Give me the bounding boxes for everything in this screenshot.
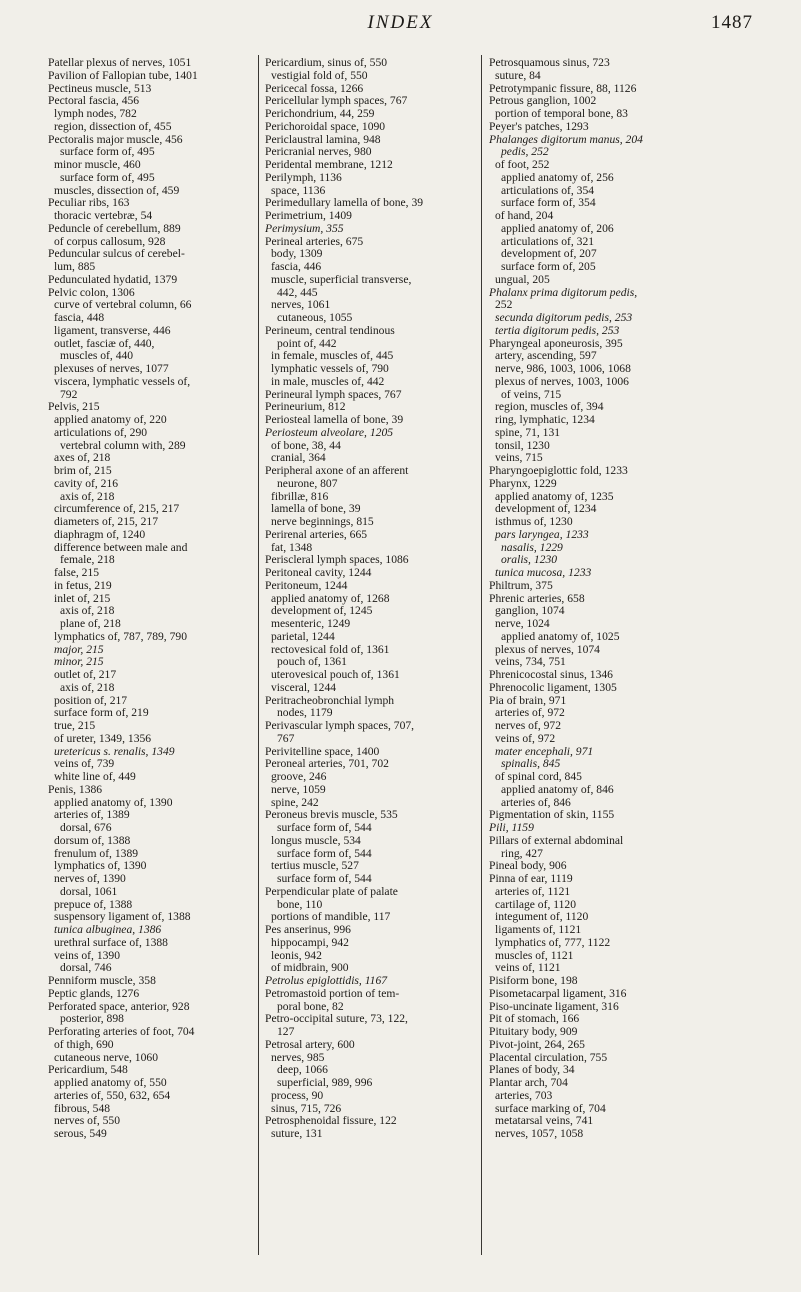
- index-entry: rectovesical fold of, 1361: [271, 642, 390, 656]
- index-entry: surface form of, 544: [277, 846, 372, 860]
- index-entry: Pectoralis major muscle, 456: [48, 132, 183, 146]
- index-entry: of bone, 38, 44: [271, 438, 341, 452]
- index-entry: plexus of nerves, 1003, 1006: [495, 374, 629, 388]
- index-column-3: [489, 57, 724, 1141]
- index-entry: axis of, 218: [60, 680, 115, 694]
- index-entry: ganglion, 1074: [495, 604, 565, 618]
- index-entry: outlet, fasciæ of, 440,: [54, 336, 155, 350]
- index-entry: Piso-uncinate ligament, 316: [489, 999, 619, 1013]
- index-entry: tertia digitorum pedis, 253: [495, 323, 620, 337]
- index-entry: Petrosphenoidal fissure, 122: [265, 1114, 397, 1128]
- index-entry: ungual, 205: [495, 272, 550, 286]
- index-entry: Petromastoid portion of tem-: [265, 986, 400, 1000]
- index-entry: tonsil, 1230: [495, 438, 550, 452]
- index-entry: 792: [60, 387, 78, 401]
- index-entry: oralis, 1230: [501, 553, 558, 567]
- index-entry: white line of, 449: [54, 770, 136, 783]
- index-entry: Pia of brain, 971: [489, 693, 567, 707]
- index-entry: Peculiar ribs, 163: [48, 196, 130, 210]
- index-entry: arteries of, 972: [495, 706, 565, 720]
- index-entry: portions of mandible, 117: [271, 910, 391, 924]
- running-title: INDEX: [367, 12, 434, 33]
- index-entry: articulations of, 321: [501, 234, 595, 248]
- index-entry: axes of, 218: [54, 451, 111, 465]
- index-entry: fascia, 446: [271, 260, 322, 273]
- index-entry: Peritoneal cavity, 1244: [265, 566, 372, 579]
- index-entry: outlet of, 217: [54, 668, 117, 681]
- index-entry: Perineal arteries, 675: [265, 234, 364, 248]
- index-entry: cutaneous nerve, 1060: [54, 1050, 158, 1064]
- index-entry: Perpendicular plate of palate: [265, 884, 398, 898]
- index-entry: curve of vertebral column, 66: [54, 298, 192, 312]
- index-entry: Perineurium, 812: [265, 400, 346, 414]
- index-entry: Perirenal arteries, 665: [265, 527, 368, 541]
- index-entry: spinalis, 845: [501, 757, 561, 771]
- index-entry: Pes anserinus, 996: [265, 923, 351, 936]
- index-entry: diaphragm of, 1240: [54, 527, 146, 541]
- index-entry: muscle, superficial transverse,: [271, 272, 412, 286]
- index-entry: Phalanges digitorum manus, 204: [489, 132, 643, 146]
- index-entry: Periscleral lymph spaces, 1086: [265, 553, 409, 567]
- index-entry: Pectineus muscle, 513: [48, 81, 152, 95]
- index-entry: Pericecal fossa, 1266: [265, 81, 364, 95]
- index-entry: thoracic vertebræ, 54: [54, 209, 153, 222]
- index-entry: applied anatomy of, 206: [501, 221, 614, 235]
- index-entry: visceral, 1244: [271, 680, 337, 694]
- index-entry: Phalanx prima digitorum pedis,: [489, 285, 638, 299]
- index-entry: position of, 217: [54, 693, 128, 707]
- index-entry: applied anatomy of, 550: [54, 1076, 167, 1089]
- index-entry: Penniform muscle, 358: [48, 974, 156, 987]
- index-entry: Pectoral fascia, 456: [48, 94, 140, 108]
- index-entry: Pili, 1159: [489, 821, 534, 834]
- index-entry: veins of, 739: [54, 757, 115, 771]
- index-entry: muscles of, 440: [60, 349, 134, 363]
- index-entry: nerves, 985: [271, 1050, 325, 1064]
- index-entry: dorsal, 1061: [60, 884, 118, 898]
- index-entry: axis of, 218: [60, 489, 115, 503]
- index-entry: nerves of, 1390: [54, 872, 126, 885]
- index-entry: major, 215: [54, 642, 104, 656]
- index-entry: 767: [277, 731, 295, 745]
- index-entry: articulations of, 354: [501, 183, 595, 197]
- index-entry: arteries of, 846: [501, 795, 571, 809]
- index-entry: groove, 246: [271, 770, 327, 783]
- index-entry: vertebral column with, 289: [60, 438, 186, 452]
- page-header: [0, 10, 801, 40]
- index-entry: muscles, dissection of, 459: [54, 183, 180, 197]
- index-entry: leonis, 942: [271, 948, 322, 962]
- index-entry: lymphatic vessels of, 790: [271, 362, 389, 375]
- index-entry: Pit of stomach, 166: [489, 1012, 580, 1026]
- index-entry: suture, 131: [271, 1127, 323, 1140]
- index-entry: Pillars of external abdominal: [489, 833, 624, 847]
- index-entry: difference between male and: [54, 540, 188, 554]
- index-entry: nodes, 1179: [277, 706, 333, 720]
- index-entry: serous, 549: [54, 1127, 107, 1140]
- index-entry: female, 218: [60, 553, 115, 567]
- index-entry: of ureter, 1349, 1356: [54, 731, 152, 745]
- index-entry: region, muscles of, 394: [495, 400, 604, 414]
- index-entry: ring, 427: [501, 846, 543, 860]
- index-entry: Peridental membrane, 1212: [265, 158, 393, 171]
- index-entry: frenulum of, 1389: [54, 846, 139, 860]
- index-entry: circumference of, 215, 217: [54, 502, 180, 516]
- index-entry: bone, 110: [277, 897, 323, 911]
- index-entry: Pericardium, sinus of, 550: [265, 56, 388, 69]
- index-entry: Perivascular lymph spaces, 707,: [265, 719, 415, 732]
- index-entry: Peritoneum, 1244: [265, 578, 348, 592]
- index-entry: surface form of, 544: [277, 872, 372, 885]
- index-entry: Phrenic arteries, 658: [489, 591, 585, 605]
- index-entry: Peduncle of cerebellum, 889: [48, 221, 181, 235]
- index-entry: false, 215: [54, 566, 100, 579]
- index-entry: articulations of, 290: [54, 425, 148, 439]
- index-entry: of thigh, 690: [54, 1037, 114, 1051]
- index-entry: in female, muscles of, 445: [271, 349, 394, 363]
- index-entry: veins, 715: [495, 451, 543, 465]
- index-entry: applied anatomy of, 220: [54, 413, 167, 426]
- index-entry: nerves of, 550: [54, 1114, 121, 1128]
- index-entry: nerves, 1061: [271, 298, 331, 312]
- index-entry: applied anatomy of, 1235: [495, 489, 614, 503]
- index-entry: Perichondrium, 44, 259: [265, 107, 375, 120]
- index-entry: suture, 84: [495, 68, 541, 82]
- index-entry: of midbrain, 900: [271, 961, 349, 975]
- index-entry: Peduncular sulcus of cerebel-: [48, 247, 185, 261]
- index-entry: Pericellular lymph spaces, 767: [265, 94, 408, 108]
- index-entry: Pharynx, 1229: [489, 476, 557, 490]
- index-entry: Petrosquamous sinus, 723: [489, 56, 610, 69]
- index-entry: uterovesical pouch of, 1361: [271, 668, 400, 681]
- index-entry: of corpus callosum, 928: [54, 234, 166, 248]
- index-entry: lymphatics of, 787, 789, 790: [54, 629, 187, 643]
- index-entry: in male, muscles of, 442: [271, 374, 385, 388]
- index-entry: mesenteric, 1249: [271, 617, 351, 630]
- index-entry: plane of, 218: [60, 617, 121, 630]
- index-entry: Pharyngoepiglottic fold, 1233: [489, 464, 628, 477]
- index-entry: Perforated space, anterior, 928: [48, 999, 190, 1013]
- index-entry: of spinal cord, 845: [495, 770, 582, 783]
- index-entry: tunica mucosa, 1233: [495, 566, 592, 579]
- index-entry: portion of temporal bone, 83: [495, 107, 628, 120]
- index-entry: Peyer's patches, 1293: [489, 119, 589, 133]
- index-entry: metatarsal veins, 741: [495, 1114, 594, 1128]
- index-entry: Perichoroidal space, 1090: [265, 119, 386, 133]
- index-entry: veins, 734, 751: [495, 655, 566, 669]
- index-entry: Perimysium, 355: [265, 221, 344, 235]
- index-entry: Peritracheobronchial lymph: [265, 693, 395, 707]
- index-entry: parietal, 1244: [271, 629, 335, 643]
- index-entry: cutaneous, 1055: [277, 311, 353, 324]
- index-entry: arteries of, 550, 632, 654: [54, 1088, 171, 1102]
- index-entry: prepuce of, 1388: [54, 897, 133, 911]
- index-entry: surface form of, 495: [60, 170, 155, 184]
- index-entry: development of, 1234: [495, 502, 597, 516]
- index-entry: fibrillæ, 816: [271, 489, 329, 503]
- index-entry: body, 1309: [271, 247, 323, 261]
- index-entry: urethral surface of, 1388: [54, 935, 168, 949]
- index-entry: surface marking of, 704: [495, 1101, 606, 1115]
- index-entry: fibrous, 548: [54, 1101, 111, 1115]
- index-entry: Perineural lymph spaces, 767: [265, 387, 402, 401]
- index-entry: 252: [495, 298, 513, 312]
- index-entry: spine, 71, 131: [495, 425, 561, 439]
- index-entry: Pigmentation of skin, 1155: [489, 808, 615, 822]
- index-entry: lum, 885: [54, 260, 96, 273]
- index-entry: poral bone, 82: [277, 999, 344, 1013]
- index-entry: nerve, 1059: [271, 782, 326, 796]
- index-entry: 127: [277, 1025, 295, 1038]
- index-entry: ligament, transverse, 446: [54, 323, 171, 337]
- index-entry: applied anatomy of, 1025: [501, 629, 620, 643]
- index-entry: Pinna of ear, 1119: [489, 872, 573, 885]
- index-entry: Periosteum alveolare, 1205: [265, 425, 394, 439]
- index-entry: Perivitelline space, 1400: [265, 744, 380, 758]
- index-column-1: [48, 57, 283, 1141]
- index-entry: Peripheral axone of an afferent: [265, 464, 409, 477]
- index-entry: Perforating arteries of foot, 704: [48, 1025, 195, 1038]
- index-entry: superficial, 989, 996: [277, 1076, 373, 1089]
- index-entry: Pelvis, 215: [48, 400, 100, 414]
- index-entry: pedis, 252: [501, 145, 549, 159]
- index-entry: veins of, 1390: [54, 948, 121, 962]
- index-entry: Pineal body, 906: [489, 859, 567, 873]
- index-entry: Planes of body, 34: [489, 1063, 575, 1077]
- index-entry: sinus, 715, 726: [271, 1101, 342, 1115]
- index-entry: Phrenocolic ligament, 1305: [489, 680, 617, 694]
- index-entry: 442, 445: [277, 285, 318, 299]
- index-entry: Phrenicocostal sinus, 1346: [489, 668, 613, 681]
- index-entry: surface form of, 495: [60, 145, 155, 159]
- index-entry: surface form of, 354: [501, 196, 596, 210]
- index-entry: viscera, lymphatic vessels of,: [54, 374, 191, 388]
- index-entry: dorsum of, 1388: [54, 833, 131, 847]
- index-entry: plexus of nerves, 1074: [495, 642, 600, 656]
- index-entry: of hand, 204: [495, 209, 554, 222]
- index-entry: veins of, 972: [495, 731, 556, 745]
- index-entry: artery, ascending, 597: [495, 349, 597, 363]
- index-entry: lymphatics of, 1390: [54, 859, 147, 873]
- index-entry: surface form of, 544: [277, 821, 372, 834]
- index-entry: point of, 442: [277, 336, 337, 350]
- index-entry: tertius muscle, 527: [271, 859, 359, 873]
- index-entry: region, dissection of, 455: [54, 119, 172, 133]
- index-column-2: [265, 57, 500, 1141]
- index-entry: lamella of bone, 39: [271, 502, 361, 516]
- index-entry: Pedunculated hydatid, 1379: [48, 272, 178, 286]
- index-entry: minor muscle, 460: [54, 158, 141, 171]
- index-entry: fat, 1348: [271, 540, 313, 554]
- index-entry: Philtrum, 375: [489, 578, 553, 592]
- index-entry: Pavilion of Fallopian tube, 1401: [48, 68, 198, 82]
- index-entry: Petro-occipital suture, 73, 122,: [265, 1012, 408, 1026]
- index-entry: vestigial fold of, 550: [271, 68, 368, 82]
- index-entry: Perilymph, 1136: [265, 170, 342, 184]
- index-entry: Pharyngeal aponeurosis, 395: [489, 336, 623, 350]
- page-number: 1487: [711, 12, 753, 33]
- index-entry: lymph nodes, 782: [54, 107, 137, 120]
- index-entry: neurone, 807: [277, 476, 338, 490]
- index-entry: muscles of, 1121: [495, 948, 574, 962]
- index-entry: brim of, 215: [54, 464, 112, 477]
- index-entry: Perimedullary lamella of bone, 39: [265, 196, 424, 210]
- index-entry: diameters of, 215, 217: [54, 515, 158, 528]
- index-entry: Petrotympanic fissure, 88, 1126: [489, 81, 637, 95]
- index-entry: cavity of, 216: [54, 476, 119, 490]
- index-entry: Patellar plexus of nerves, 1051: [48, 56, 192, 69]
- index-entry: posterior, 898: [60, 1012, 124, 1026]
- index-entry: deep, 1066: [277, 1063, 328, 1077]
- index-entry: Periosteal lamella of bone, 39: [265, 413, 404, 426]
- index-entry: Placental circulation, 755: [489, 1050, 608, 1064]
- index-entry: inlet of, 215: [54, 591, 111, 605]
- index-entry: nerve, 1024: [495, 617, 550, 630]
- index-entry: nerves, 1057, 1058: [495, 1127, 584, 1140]
- index-entry: applied anatomy of, 256: [501, 170, 614, 184]
- index-entry: uretericus s. renalis, 1349: [54, 744, 175, 758]
- index-entry: longus muscle, 534: [271, 833, 361, 847]
- index-entry: applied anatomy of, 1268: [271, 591, 390, 605]
- index-entry: veins of, 1121: [495, 961, 561, 975]
- index-entry: pouch of, 1361: [277, 655, 347, 669]
- index-entry: tunica albuginea, 1386: [54, 923, 162, 936]
- index-entry: process, 90: [271, 1088, 324, 1102]
- index-entry: plexuses of nerves, 1077: [54, 362, 169, 375]
- index-entry: dorsal, 676: [60, 821, 112, 834]
- index-entry: applied anatomy of, 846: [501, 782, 614, 796]
- index-entry: secunda digitorum pedis, 253: [495, 311, 633, 324]
- index-entry: Pivot-joint, 264, 265: [489, 1037, 585, 1051]
- index-entry: Petrosal artery, 600: [265, 1037, 355, 1051]
- index-entry: of foot, 252: [495, 158, 550, 171]
- index-entry: fascia, 448: [54, 311, 105, 324]
- index-entry: of veins, 715: [501, 387, 562, 401]
- index-entry: in fetus, 219: [54, 578, 112, 592]
- index-entry: surface form of, 219: [54, 706, 149, 720]
- index-entry: isthmus of, 1230: [495, 515, 573, 528]
- index-entry: development of, 207: [501, 247, 597, 261]
- index-entry: integument of, 1120: [495, 910, 589, 924]
- index-entry: arteries, 703: [495, 1088, 553, 1102]
- index-entry: cranial, 364: [271, 451, 326, 465]
- index-entry: Penis, 1386: [48, 782, 103, 796]
- index-entry: surface form of, 205: [501, 260, 596, 273]
- index-entry: Periclaustral lamina, 948: [265, 132, 381, 146]
- index-entry: nerve beginnings, 815: [271, 515, 374, 528]
- index-entry: development of, 1245: [271, 604, 373, 618]
- index-entry: Plantar arch, 704: [489, 1076, 568, 1089]
- index-entry: Petrous ganglion, 1002: [489, 94, 597, 108]
- index-entry: ring, lymphatic, 1234: [495, 413, 595, 426]
- index-entry: Perineum, central tendinous: [265, 323, 395, 337]
- index-entry: spine, 242: [271, 795, 319, 809]
- index-entry: Pericranial nerves, 980: [265, 145, 372, 159]
- index-entry: nasalis, 1229: [501, 540, 563, 554]
- index-entry: Peroneal arteries, 701, 702: [265, 757, 389, 771]
- index-entry: Perimetrium, 1409: [265, 209, 352, 222]
- index-entry: axis of, 218: [60, 604, 115, 618]
- index-entry: minor, 215: [54, 655, 104, 669]
- index-entry: mater encephali, 971: [495, 744, 594, 758]
- index-entry: arteries of, 1389: [54, 808, 130, 822]
- index-entry: Peroneus brevis muscle, 535: [265, 808, 398, 822]
- index-entry: space, 1136: [271, 183, 326, 197]
- index-entry: Peptic glands, 1276: [48, 986, 140, 1000]
- index-entry: nerves of, 972: [495, 719, 562, 732]
- index-entry: ligaments of, 1121: [495, 923, 582, 936]
- index-entry: hippocampi, 942: [271, 935, 349, 949]
- index-entry: cartilage of, 1120: [495, 897, 577, 911]
- index-entry: arteries of, 1121: [495, 884, 571, 898]
- index-entry: Pituitary body, 909: [489, 1025, 578, 1038]
- index-entry: suspensory ligament of, 1388: [54, 910, 191, 924]
- index-entry: Pelvic colon, 1306: [48, 285, 135, 299]
- index-entry: nerve, 986, 1003, 1006, 1068: [495, 362, 631, 375]
- index-entry: true, 215: [54, 719, 96, 732]
- index-entry: pars laryngea, 1233: [495, 527, 589, 541]
- index-entry: applied anatomy of, 1390: [54, 795, 173, 809]
- index-entry: Pisiform bone, 198: [489, 974, 578, 987]
- index-entry: dorsal, 746: [60, 961, 112, 975]
- index-entry: Pisometacarpal ligament, 316: [489, 986, 627, 1000]
- index-entry: lymphatics of, 777, 1122: [495, 935, 611, 949]
- index-entry: Pericardium, 548: [48, 1063, 128, 1077]
- index-entry: Petrolus epiglottidis, 1167: [265, 974, 388, 987]
